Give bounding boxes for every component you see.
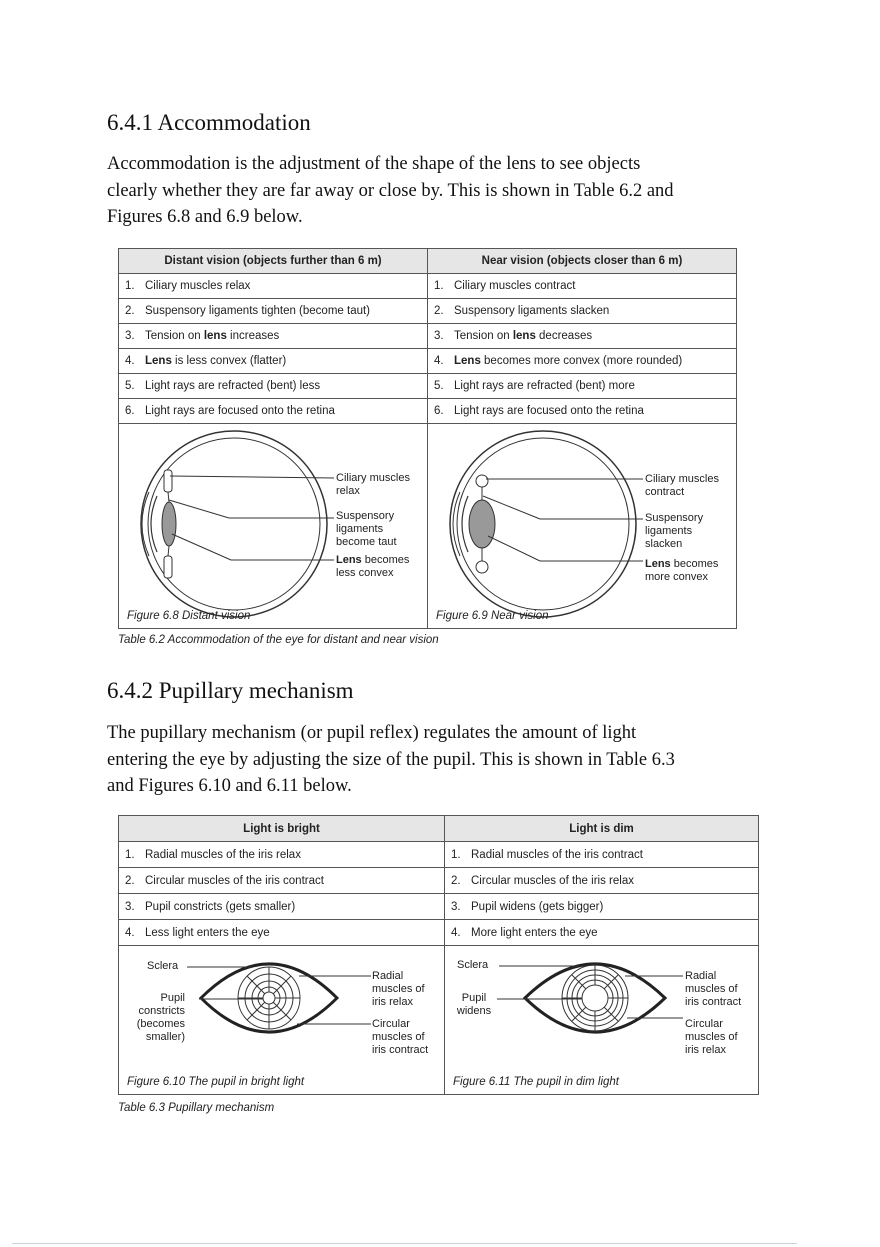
- figure-caption: Figure 6.9 Near vision: [436, 610, 549, 622]
- col-header-near: Near vision (objects closer than 6 m): [428, 249, 737, 274]
- label-suspensory-slacken: Suspensory ligaments slacken: [645, 512, 704, 550]
- cell-text: Radial muscles of the iris contract: [471, 848, 643, 861]
- table-caption: Table 6.3 Pupillary mechanism: [118, 1102, 275, 1114]
- para-line: entering the eye by adjusting the size of the pupil. This is shown in Table 6.3: [107, 749, 675, 770]
- table-caption: Table 6.2 Accommodation of the eye for distant and near vision: [118, 634, 439, 646]
- para-line: Accommodation is the adjustment of the shape of the lens to see objects: [107, 154, 641, 174]
- row-number: 2.: [125, 874, 135, 887]
- para-line: The pupillary mechanism (or pupil reflex) regulates the amount of light: [107, 723, 637, 743]
- cell-text: Pupil widens (gets bigger): [471, 900, 604, 913]
- para-line: clearly whether they are far away or close by. This is shown in Table 6.2 and: [107, 180, 674, 201]
- cell-text: Light rays are focused onto the retina: [145, 405, 335, 417]
- row-number: 1.: [125, 848, 135, 861]
- row-number: 3.: [434, 330, 444, 342]
- pupillary-paragraph: [107, 720, 767, 800]
- section-heading-pupillary: 6.4.2 Pupillary mechanism: [107, 678, 354, 703]
- label-circular-contract: Circular muscles of iris contract: [372, 1018, 429, 1056]
- table-row: [119, 349, 737, 374]
- cell-text: Pupil constricts (gets smaller): [145, 900, 296, 913]
- table-row: [119, 894, 759, 920]
- label-radial-contract: Radial muscles of iris contract: [685, 970, 742, 1008]
- figure-pupil-bright: [119, 946, 445, 1095]
- row-number: 3.: [451, 900, 461, 913]
- label-sclera: Sclera: [457, 959, 489, 971]
- figure-caption: Figure 6.11 The pupil in dim light: [453, 1076, 619, 1088]
- figure-caption: Figure 6.10 The pupil in bright light: [127, 1076, 305, 1088]
- cell-text: Lens is less convex (flatter): [145, 355, 287, 367]
- row-number: 4.: [434, 355, 444, 367]
- label-lens-less-convex: Lens becomes less convex: [336, 554, 410, 579]
- row-number: 3.: [125, 900, 135, 913]
- cell-text: More light enters the eye: [471, 926, 598, 939]
- table-row: [119, 842, 759, 868]
- label-suspensory-taut: Suspensory ligaments become taut: [336, 510, 397, 548]
- cell-text: Light rays are refracted (bent) more: [454, 380, 635, 392]
- label-pupil-widens: Pupil widens: [456, 992, 492, 1017]
- table-row: [119, 299, 737, 324]
- col-header-bright: Light is bright: [119, 816, 445, 842]
- row-number: 4.: [451, 926, 461, 939]
- pupillary-table: [118, 815, 759, 1095]
- row-number: 1.: [451, 848, 461, 861]
- cell-text: Less light enters the eye: [145, 926, 270, 939]
- row-number: 3.: [125, 330, 135, 342]
- row-number: 4.: [125, 926, 135, 939]
- label-ciliary-contract: Ciliary muscles contract: [645, 473, 719, 498]
- label-ciliary-relax: Ciliary muscles relax: [336, 472, 410, 497]
- para-line: Figures 6.8 and 6.9 below.: [107, 207, 303, 227]
- label-radial-relax: Radial muscles of iris relax: [372, 970, 425, 1008]
- cell-text: Radial muscles of the iris relax: [145, 848, 301, 861]
- col-header-dim: Light is dim: [445, 816, 759, 842]
- cell-text: Tension on lens increases: [145, 330, 280, 342]
- accommodation-table: [118, 248, 737, 629]
- cell-text: Tension on lens decreases: [454, 330, 593, 342]
- figure-distant-vision: [119, 424, 428, 629]
- para-line: and Figures 6.10 and 6.11 below.: [107, 776, 352, 796]
- figure-pupil-dim: [445, 946, 759, 1095]
- row-number: 2.: [434, 305, 444, 317]
- cell-text: Ciliary muscles contract: [454, 280, 576, 292]
- row-number: 4.: [125, 355, 135, 367]
- row-number: 2.: [451, 874, 461, 887]
- col-header-distant: Distant vision (objects further than 6 m): [119, 249, 428, 274]
- table-row: [119, 868, 759, 894]
- row-number: 2.: [125, 305, 135, 317]
- figure-near-vision: [428, 424, 737, 629]
- figure-caption: Figure 6.8 Distant vision: [127, 610, 251, 622]
- row-number: 6.: [434, 405, 444, 417]
- accommodation-paragraph: [107, 151, 767, 231]
- row-number: 1.: [125, 280, 135, 292]
- label-sclera: Sclera: [147, 960, 179, 972]
- label-lens-more-convex: Lens becomes more convex: [645, 558, 719, 583]
- cell-text: Circular muscles of the iris contract: [145, 874, 324, 887]
- table-row: [119, 324, 737, 349]
- cell-text: Suspensory ligaments tighten (become taut): [145, 305, 371, 317]
- cell-text: Circular muscles of the iris relax: [471, 874, 634, 887]
- table-row: [119, 274, 737, 299]
- cell-text: Lens becomes more convex (more rounded): [454, 355, 683, 367]
- cell-text: Ciliary muscles relax: [145, 280, 251, 292]
- row-number: 5.: [434, 380, 444, 392]
- row-number: 1.: [434, 280, 444, 292]
- cell-text: Light rays are refracted (bent) less: [145, 380, 321, 392]
- cell-text: Suspensory ligaments slacken: [454, 305, 610, 317]
- table-row: [119, 374, 737, 399]
- table-row: [119, 399, 737, 424]
- label-circular-relax: Circular muscles of iris relax: [685, 1018, 738, 1056]
- section-heading-accommodation: 6.4.1 Accommodation: [107, 110, 311, 135]
- page-footer-rule: [12, 1243, 797, 1244]
- row-number: 6.: [125, 405, 135, 417]
- cell-text: Light rays are focused onto the retina: [454, 405, 644, 417]
- table-row: [119, 920, 759, 946]
- row-number: 5.: [125, 380, 135, 392]
- label-pupil-constricts: Pupil constricts (becomes smaller): [136, 992, 185, 1043]
